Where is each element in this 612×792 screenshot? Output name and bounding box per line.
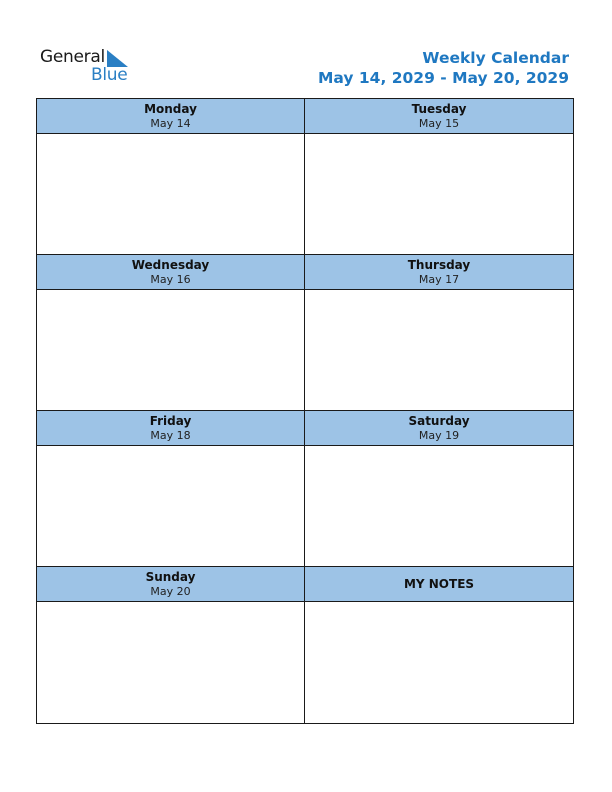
day-date: May 16 [150, 272, 191, 286]
day-header [37, 411, 304, 446]
day-notes-area[interactable] [305, 446, 573, 566]
day-name: Thursday [407, 257, 471, 272]
day-header [37, 99, 304, 134]
day-header [37, 567, 304, 602]
notes-cell [305, 567, 573, 723]
brand-logo [40, 47, 140, 87]
day-header [305, 411, 573, 446]
day-date: May 20 [150, 584, 191, 598]
day-notes-area[interactable] [305, 134, 573, 254]
day-cell-monday [37, 99, 305, 255]
day-date: May 19 [418, 428, 460, 442]
day-name: Tuesday [411, 101, 467, 116]
notes-title: MY NOTES [403, 577, 475, 591]
day-name: Sunday [145, 569, 196, 584]
day-name: Saturday [408, 413, 470, 428]
day-notes-area[interactable] [305, 290, 573, 410]
day-cell-thursday [305, 255, 573, 411]
calendar-title: Weekly Calendar [422, 49, 569, 67]
day-date: May 18 [150, 428, 191, 442]
notes-header [305, 567, 573, 602]
day-header [305, 255, 573, 290]
week-grid [36, 98, 574, 724]
calendar-date-range: May 14, 2029 - May 20, 2029 [317, 69, 569, 87]
day-cell-friday [37, 411, 305, 567]
day-notes-area[interactable] [37, 446, 304, 566]
day-header [305, 99, 573, 134]
day-cell-wednesday [37, 255, 305, 411]
day-name: Monday [144, 101, 197, 116]
day-notes-area[interactable] [37, 134, 304, 254]
logo-text-general: General [40, 47, 105, 67]
notes-area[interactable] [305, 602, 573, 723]
day-cell-sunday [37, 567, 305, 723]
logo-text-blue: Blue [91, 65, 128, 85]
day-header [37, 255, 304, 290]
day-name: Wednesday [131, 257, 210, 272]
day-date: May 14 [150, 116, 191, 130]
day-cell-tuesday [305, 99, 573, 255]
day-cell-saturday [305, 411, 573, 567]
day-name: Friday [149, 413, 192, 428]
calendar-header [318, 48, 569, 88]
day-notes-area[interactable] [37, 602, 304, 723]
day-notes-area[interactable] [37, 290, 304, 410]
day-date: May 15 [418, 116, 460, 130]
day-date: May 17 [418, 272, 460, 286]
